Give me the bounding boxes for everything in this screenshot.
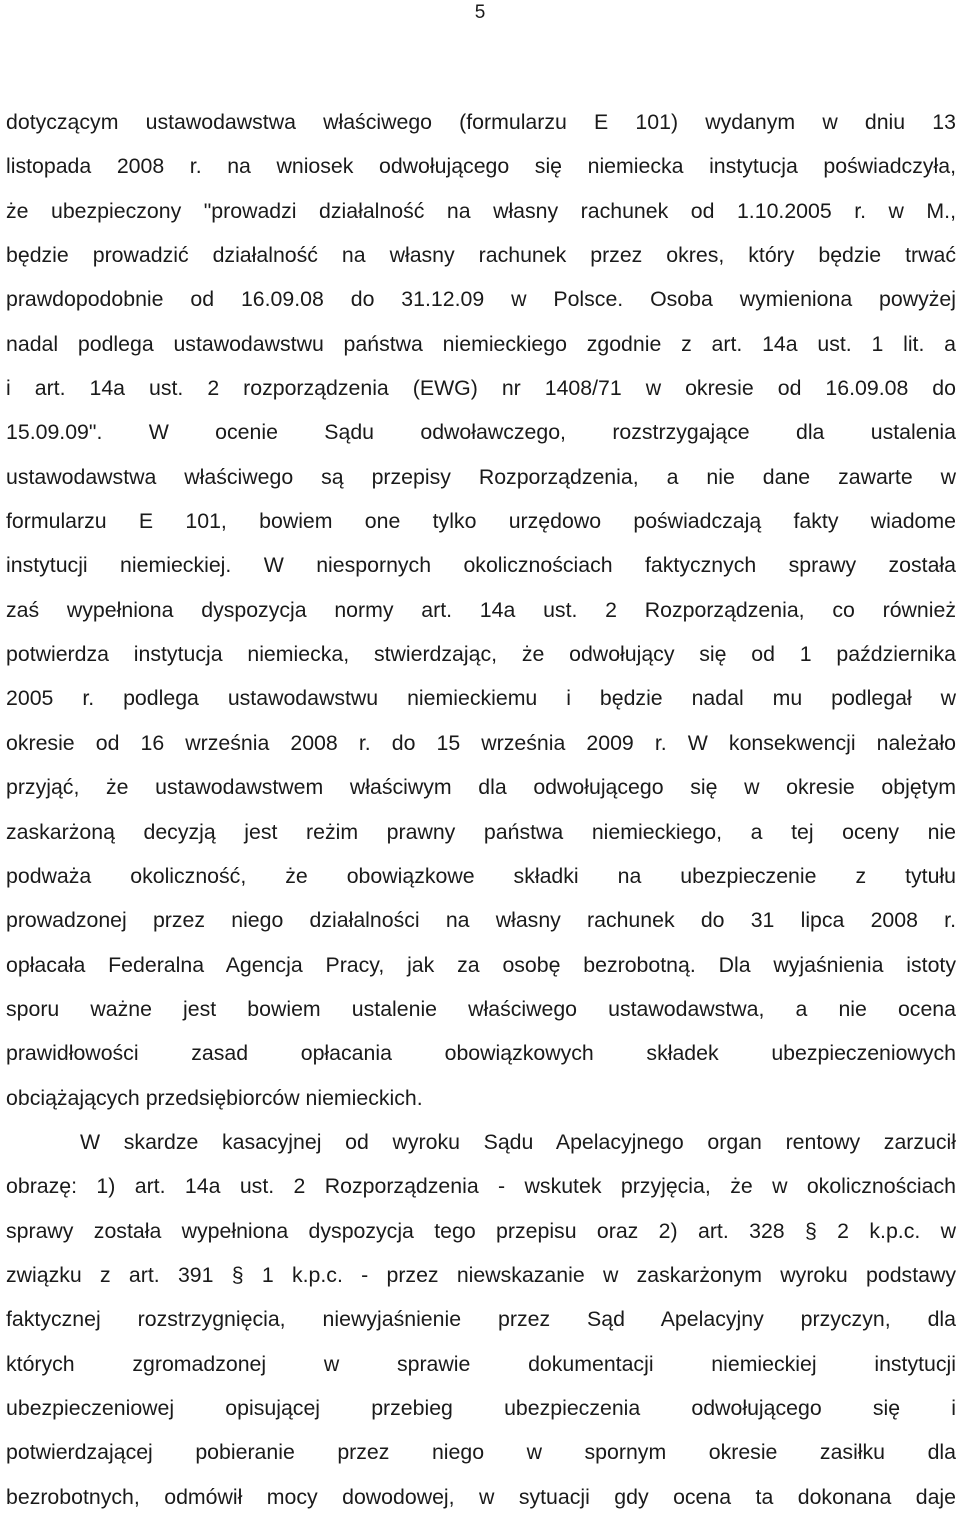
text-line: będzie prowadzić działalność na własny rachunek przez okres, który będzie trwać (6, 243, 956, 268)
text-line: zaś wypełniona dyspozycja normy art. 14a ust. 2 Rozporządzenia, co również (6, 597, 956, 622)
text-line: sprawy została wypełniona dyspozycja tego przepisu oraz 2) art. 328 § 2 k.p.c. w (6, 1218, 956, 1243)
text-line: faktycznej rozstrzygnięcia, niewyjaśnienie przez Sąd Apelacyjny przyczyn, dla (6, 1307, 956, 1332)
text-line: obciążających przedsiębiorców niemieckich. (6, 1085, 423, 1110)
text-line: sporu ważne jest bowiem ustalenie właściwego ustawodawstwa, a nie ocena (6, 996, 956, 1021)
text-line: związku z art. 391 § 1 k.p.c. - przez niewskazanie w zaskarżonym wyroku podstawy (6, 1262, 956, 1287)
text-line: obrazę: 1) art. 14a ust. 2 Rozporządzenia - wskutek przyjęcia, że w okolicznościach (6, 1174, 956, 1199)
page-number: 5 (474, 2, 486, 23)
text-line: okresie od 16 września 2008 r. do 15 września 2009 r. W konsekwencji należało (6, 730, 956, 755)
text-line: opłacała Federalna Agencja Pracy, jak za osobę bezrobotną. Dla wyjaśnienia istoty (6, 952, 956, 977)
text-line: W skardze kasacyjnej od wyroku Sądu Apelacyjnego organ rentowy zarzucił (80, 1129, 956, 1154)
text-line: ubezpieczeniowej opisującej przebieg ubezpieczenia odwołującego się i (6, 1395, 956, 1420)
text-line: bezrobotnych, odmówił mocy dowodowej, w sytuacji gdy ocena ta dokonana daje (6, 1484, 956, 1509)
text-line: prawdopodobnie od 16.09.08 do 31.12.09 w Polsce. Osoba wymieniona powyżej (6, 287, 956, 312)
text-line: dotyczącym ustawodawstwa właściwego (formularzu E 101) wydanym w dniu 13 (6, 110, 956, 134)
text-line: potwierdzającej pobieranie przez niego w spornym okresie zasiłku dla (6, 1440, 956, 1465)
text-line: że ubezpieczony "prowadzi działalność na własny rachunek od 1.10.2005 r. w M., (6, 198, 956, 223)
text-line: instytucji niemieckiej. W niespornych okolicznościach faktycznych sprawy została (6, 553, 956, 578)
text-line: 15.09.09". W ocenie Sądu odwoławczego, rozstrzygające dla ustalenia (6, 420, 956, 445)
text-line: potwierdza instytucja niemiecka, stwierdzając, że odwołujący się od 1 października (6, 642, 956, 667)
text-line: i art. 14a ust. 2 rozporządzenia (EWG) nr 1408/71 w okresie od 16.09.08 do (6, 376, 956, 401)
document-body (6, 100, 956, 1519)
text-line: nadal podlega ustawodawstwu państwa niemieckiego zgodnie z art. 14a ust. 1 lit. a (6, 331, 956, 356)
text-line: których zgromadzonej w sprawie dokumentacji niemieckiej instytucji (6, 1351, 956, 1376)
text-line: listopada 2008 r. na wniosek odwołującego się niemiecka instytucja poświadczyła, (6, 154, 956, 179)
text-line: formularzu E 101, bowiem one tylko urzędowo poświadczają fakty wiadome (6, 509, 956, 534)
text-line: przyjąć, że ustawodawstwem właściwym dla odwołującego się w okresie objętym (6, 775, 956, 800)
text-line: podważa okoliczność, że obowiązkowe składki na ubezpieczenie z tytułu (6, 863, 956, 888)
text-line: prowadzonej przez niego działalności na własny rachunek do 31 lipca 2008 r. (6, 908, 956, 933)
text-line: ustawodawstwa właściwego są przepisy Rozporządzenia, a nie dane zawarte w (6, 464, 956, 489)
text-line: zaskarżoną decyzją jest reżim prawny państwa niemieckiego, a tej oceny nie (6, 819, 956, 844)
text-line: prawidłowości zasad opłacania obowiązkowych składek ubezpieczeniowych (6, 1041, 956, 1066)
text-line: 2005 r. podlega ustawodawstwu niemieckiemu i będzie nadal mu podlegał w (6, 686, 956, 711)
